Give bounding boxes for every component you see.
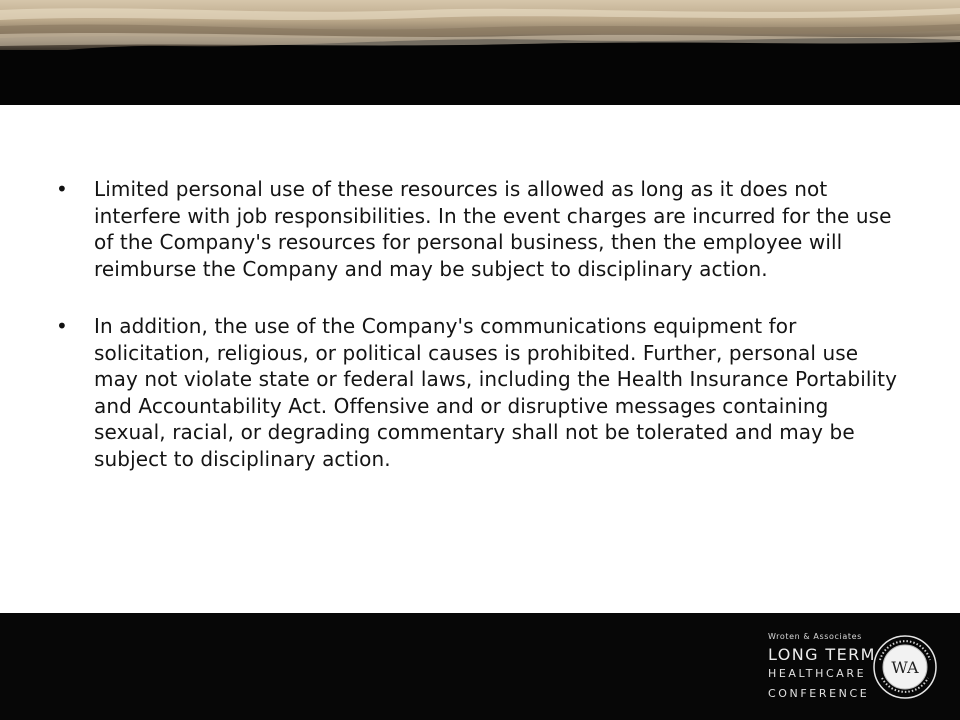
conference-seal-logo: [872, 634, 938, 700]
slide-body: [56, 176, 906, 503]
logo-long-term: LONG TERM: [768, 645, 876, 664]
bullet-text-personal-use: Limited personal use of these resources is allowed as long as it does not interfere with job responsibilities. In the event charges are incurred for the use of the Company's resources for personal business, then the employee will reimburse the Company and may be subject to disciplinary action.: [94, 177, 892, 281]
seal-monogram: WA: [891, 658, 919, 677]
bullet-list: [56, 176, 906, 472]
logo-organizer: Wroten & Associates: [768, 632, 862, 641]
bullet-text-prohibited-use: In addition, the use of the Company's communications equipment for solicitation, religious, or political causes is prohibited. Further, personal use may not violate state or federal laws, including the Health Insurance Portability and Accountability Act. Offensive and or disruptive messages containing sexual, racial, or degrading commentary shall not be tolerated and may be subject to disciplinary action.: [94, 314, 898, 471]
bullet-item: [56, 313, 906, 472]
logo-healthcare: HEALTHCARE: [768, 667, 867, 680]
header-banner: [0, 0, 960, 105]
bullet-glyph: •: [56, 314, 68, 338]
bullet-item: [56, 176, 906, 282]
logo-conference: CONFERENCE: [768, 687, 870, 700]
bullet-glyph: •: [56, 177, 68, 201]
conference-logo-text: [768, 632, 876, 704]
header-sky-image: [0, 0, 960, 105]
